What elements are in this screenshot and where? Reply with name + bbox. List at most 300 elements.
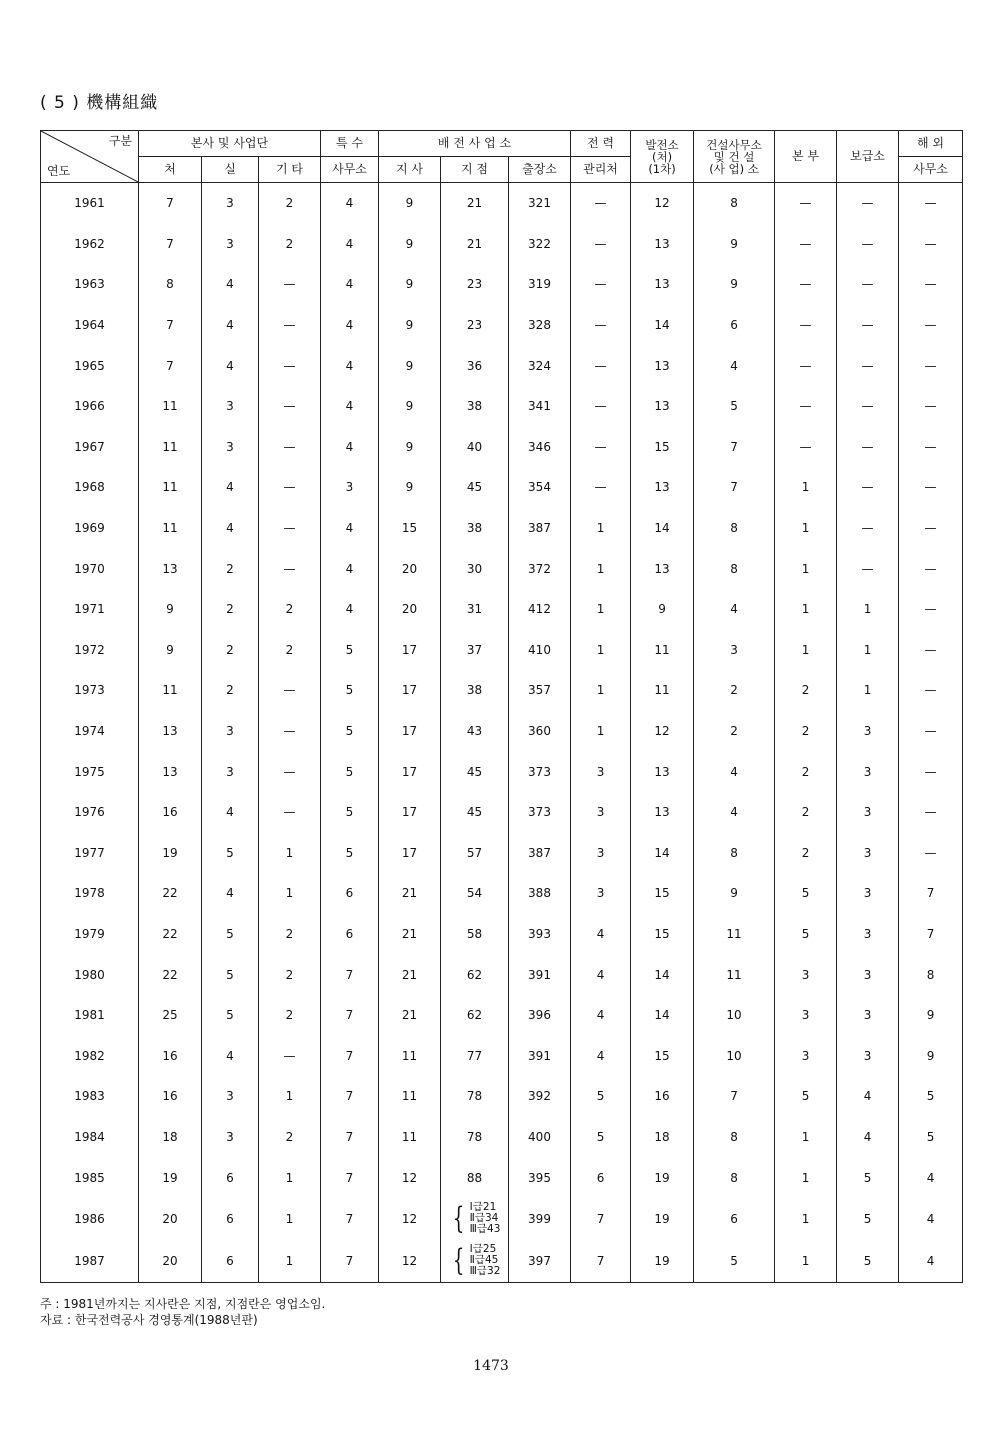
table-cell: 1: [775, 508, 837, 549]
table-cell: 341: [509, 386, 571, 427]
table-cell: 5: [202, 954, 259, 995]
table-cell: 1: [571, 548, 631, 589]
table-cell: 5: [775, 914, 837, 955]
table-cell: —: [571, 224, 631, 265]
table-row: [41, 305, 963, 346]
table-body: [41, 183, 963, 1283]
table-cell: —: [775, 224, 837, 265]
table-cell: 11: [139, 467, 202, 508]
table-cell: [441, 1240, 509, 1283]
table-cell: 3: [837, 792, 899, 833]
table-cell: 8: [899, 954, 963, 995]
table-cell: 5: [321, 751, 379, 792]
table-cell: 21: [379, 954, 441, 995]
table-cell: 397: [509, 1240, 571, 1283]
table-cell: 13: [631, 548, 694, 589]
table-cell: 7: [321, 1035, 379, 1076]
table-cell: 1: [775, 548, 837, 589]
table-cell: —: [837, 264, 899, 305]
table-cell: 5: [694, 1240, 775, 1283]
table-cell: 2: [775, 833, 837, 874]
table-cell: 78: [441, 1076, 509, 1117]
table-cell: 18: [139, 1117, 202, 1158]
table-cell: 1: [837, 670, 899, 711]
table-cell: 11: [139, 508, 202, 549]
table-cell: 1: [571, 711, 631, 752]
table-cell: 21: [441, 224, 509, 265]
table-cell: 9: [139, 630, 202, 671]
table-cell: 4: [321, 264, 379, 305]
table-cell: 3: [775, 995, 837, 1036]
distribution-group-header: 배 전 사 업 소: [379, 131, 571, 157]
year-cell: 1972: [41, 630, 139, 671]
table-cell: —: [899, 711, 963, 752]
table-cell: 5: [202, 995, 259, 1036]
section-title: ( 5 ) 機構組織: [40, 93, 159, 113]
table-cell: 4: [202, 1035, 259, 1076]
table-cell: 373: [509, 792, 571, 833]
table-cell: 7: [899, 873, 963, 914]
table-cell: 21: [379, 914, 441, 955]
table-cell: 12: [631, 183, 694, 224]
table-cell: 11: [379, 1035, 441, 1076]
table-cell: 13: [139, 548, 202, 589]
footnotes: [40, 1296, 325, 1328]
table-cell: 13: [631, 264, 694, 305]
year-cell: 1974: [41, 711, 139, 752]
table-cell: 399: [509, 1198, 571, 1240]
table-cell: 321: [509, 183, 571, 224]
table-cell: 22: [139, 914, 202, 955]
table-cell: 7: [321, 1117, 379, 1158]
table-cell: 30: [441, 548, 509, 589]
table-cell: 5: [321, 833, 379, 874]
table-cell: 6: [571, 1157, 631, 1198]
table-cell: —: [775, 305, 837, 346]
hq-sub-header: 기 타: [259, 157, 321, 183]
table-cell: 21: [379, 873, 441, 914]
table-row: [41, 386, 963, 427]
table-cell: 58: [441, 914, 509, 955]
table-cell: 7: [571, 1198, 631, 1240]
table-cell: 4: [321, 589, 379, 630]
table-cell: 78: [441, 1117, 509, 1158]
year-cell: 1980: [41, 954, 139, 995]
table-cell: 17: [379, 630, 441, 671]
table-cell: —: [571, 305, 631, 346]
table-cell: —: [837, 386, 899, 427]
table-cell: 7: [139, 305, 202, 346]
table-cell: 5: [202, 833, 259, 874]
table-cell: —: [259, 548, 321, 589]
table-cell: 23: [441, 264, 509, 305]
year-cell: 1970: [41, 548, 139, 589]
table-cell: 8: [694, 183, 775, 224]
table-cell: 396: [509, 995, 571, 1036]
table-cell: 6: [202, 1157, 259, 1198]
table-cell: —: [899, 427, 963, 468]
table-cell: 5: [321, 670, 379, 711]
year-cell: 1978: [41, 873, 139, 914]
table-row: [41, 954, 963, 995]
table-row: [41, 183, 963, 224]
year-cell: 1962: [41, 224, 139, 265]
table-cell: 5: [321, 630, 379, 671]
year-cell: 1961: [41, 183, 139, 224]
year-cell: 1973: [41, 670, 139, 711]
table-cell: 387: [509, 508, 571, 549]
table-cell: 4: [694, 751, 775, 792]
table-cell: 19: [139, 1157, 202, 1198]
table-cell: 4: [202, 792, 259, 833]
table-cell: 9: [631, 589, 694, 630]
table-row: [41, 548, 963, 589]
table-cell: 2: [775, 711, 837, 752]
table-cell: 354: [509, 467, 571, 508]
table-cell: —: [899, 792, 963, 833]
table-cell: 4: [694, 589, 775, 630]
table-cell: 3: [837, 954, 899, 995]
table-cell: 3: [202, 1117, 259, 1158]
table-cell: 4: [571, 1035, 631, 1076]
table-cell: —: [775, 183, 837, 224]
table-cell: —: [571, 427, 631, 468]
table-cell: 4: [321, 183, 379, 224]
table-cell: —: [571, 264, 631, 305]
table-cell: 9: [899, 1035, 963, 1076]
table-cell: 1: [259, 833, 321, 874]
table-cell: 54: [441, 873, 509, 914]
table-cell: 36: [441, 345, 509, 386]
table-cell: —: [837, 224, 899, 265]
table-cell: 4: [202, 467, 259, 508]
table-cell: 4: [694, 345, 775, 386]
table-cell: 7: [694, 467, 775, 508]
table-cell: 22: [139, 954, 202, 995]
table-cell: 1: [775, 1117, 837, 1158]
table-cell: 1: [775, 1240, 837, 1283]
table-cell: 5: [321, 792, 379, 833]
table-cell: 43: [441, 711, 509, 752]
table-cell: 3: [202, 183, 259, 224]
table-cell: —: [259, 508, 321, 549]
table-cell: 15: [631, 427, 694, 468]
page-number: 1473: [473, 1358, 509, 1374]
table-cell: 57: [441, 833, 509, 874]
table-cell: 2: [202, 630, 259, 671]
table-cell: 16: [139, 792, 202, 833]
table-source: 자료 : 한국전력공사 경영통계(1988년판): [40, 1313, 258, 1327]
year-cell: 1983: [41, 1076, 139, 1117]
table-cell: 391: [509, 1035, 571, 1076]
table-row: [41, 1035, 963, 1076]
table-cell: 16: [139, 1035, 202, 1076]
table-cell: 19: [631, 1198, 694, 1240]
table-cell: 7: [694, 1076, 775, 1117]
table-cell: 3: [837, 751, 899, 792]
table-cell: 360: [509, 711, 571, 752]
table-cell: 4: [202, 508, 259, 549]
table-cell: 5: [571, 1117, 631, 1158]
table-cell: 5: [837, 1157, 899, 1198]
table-cell: —: [259, 792, 321, 833]
table-cell: 7: [321, 1157, 379, 1198]
table-cell: 11: [694, 954, 775, 995]
table-cell: 14: [631, 954, 694, 995]
table-cell: 11: [694, 914, 775, 955]
overseas-header-bottom: 사무소: [899, 157, 963, 183]
table-cell: 3: [571, 792, 631, 833]
table-cell: 9: [379, 224, 441, 265]
table-cell: 7: [321, 954, 379, 995]
table-row: [41, 1117, 963, 1158]
dist-sub-header: 출장소: [509, 157, 571, 183]
table-cell: 392: [509, 1076, 571, 1117]
table-cell: 3: [837, 711, 899, 752]
table-row: [41, 589, 963, 630]
table-cell: 4: [571, 954, 631, 995]
category-label: 구분: [108, 134, 132, 148]
table-cell: 14: [631, 995, 694, 1036]
table-row: [41, 914, 963, 955]
brace-icon: {: [452, 1242, 464, 1278]
table-cell: 11: [139, 427, 202, 468]
table-cell: 12: [631, 711, 694, 752]
table-cell: 5: [775, 873, 837, 914]
table-cell: 1: [775, 630, 837, 671]
table-cell: 13: [139, 711, 202, 752]
office-grade-bracket: { Ⅰ급21 Ⅱ급34 Ⅲ급43: [452, 1200, 501, 1236]
table-cell: 62: [441, 954, 509, 995]
table-cell: 10: [694, 1035, 775, 1076]
table-cell: 16: [631, 1076, 694, 1117]
table-cell: 3: [837, 1035, 899, 1076]
overseas-header-top: 해 외: [899, 131, 963, 157]
table-cell: 9: [379, 345, 441, 386]
table-cell: 2: [775, 792, 837, 833]
table-cell: —: [775, 427, 837, 468]
table-cell: 319: [509, 264, 571, 305]
table-cell: 6: [321, 914, 379, 955]
table-cell: 12: [379, 1157, 441, 1198]
table-cell: —: [837, 467, 899, 508]
table-cell: —: [899, 386, 963, 427]
year-cell: 1981: [41, 995, 139, 1036]
table-cell: 5: [837, 1240, 899, 1283]
table-cell: 20: [379, 548, 441, 589]
table-cell: 7: [694, 427, 775, 468]
year-cell: 1964: [41, 305, 139, 346]
table-row: [41, 670, 963, 711]
table-cell: 2: [259, 630, 321, 671]
table-row: [41, 792, 963, 833]
hq-sub-header: 실: [202, 157, 259, 183]
table-cell: 395: [509, 1157, 571, 1198]
table-cell: —: [899, 751, 963, 792]
table-cell: 9: [379, 386, 441, 427]
table-cell: —: [899, 305, 963, 346]
table-cell: —: [775, 264, 837, 305]
table-cell: —: [259, 427, 321, 468]
table-row: [41, 427, 963, 468]
power-header-bottom: 관리처: [571, 157, 631, 183]
table-cell: 2: [259, 954, 321, 995]
table-cell: 11: [379, 1076, 441, 1117]
table-row: [41, 467, 963, 508]
table-cell: 2: [259, 183, 321, 224]
table-cell: 328: [509, 305, 571, 346]
table-cell: 3: [775, 1035, 837, 1076]
table-cell: 9: [694, 264, 775, 305]
table-row: [41, 833, 963, 874]
table-cell: 393: [509, 914, 571, 955]
table-row: [41, 1076, 963, 1117]
table-cell: 15: [631, 873, 694, 914]
table-cell: —: [259, 751, 321, 792]
table-cell: 3: [202, 224, 259, 265]
table-cell: 4: [571, 914, 631, 955]
corner-header: [41, 131, 139, 183]
table-cell: 2: [775, 751, 837, 792]
table-cell: —: [899, 670, 963, 711]
table-cell: 4: [571, 995, 631, 1036]
table-cell: 3: [202, 427, 259, 468]
table-cell: 6: [694, 305, 775, 346]
table-cell: 11: [139, 386, 202, 427]
table-cell: 1: [259, 1240, 321, 1283]
table-cell: 18: [631, 1117, 694, 1158]
table-cell: 7: [321, 995, 379, 1036]
year-cell: 1979: [41, 914, 139, 955]
table-cell: 10: [694, 995, 775, 1036]
table-cell: —: [775, 345, 837, 386]
table-cell: —: [837, 427, 899, 468]
table-cell: 2: [694, 670, 775, 711]
table-cell: 11: [631, 670, 694, 711]
table-cell: 7: [139, 224, 202, 265]
table-cell: 14: [631, 833, 694, 874]
year-cell: 1976: [41, 792, 139, 833]
table-cell: 31: [441, 589, 509, 630]
table-cell: 19: [139, 833, 202, 874]
special-office-header-bottom: 사무소: [321, 157, 379, 183]
table-cell: 3: [775, 954, 837, 995]
table-cell: 4: [321, 548, 379, 589]
table-cell: —: [899, 467, 963, 508]
table-cell: —: [571, 345, 631, 386]
table-cell: 3: [571, 751, 631, 792]
dist-sub-header: 지 점: [441, 157, 509, 183]
table-cell: 7: [571, 1240, 631, 1283]
year-cell: 1966: [41, 386, 139, 427]
table-cell: 9: [379, 427, 441, 468]
table-cell: 1: [571, 630, 631, 671]
table-cell: —: [899, 264, 963, 305]
table-cell: 7: [899, 914, 963, 955]
table-cell: 4: [837, 1117, 899, 1158]
table-cell: 37: [441, 630, 509, 671]
table-cell: 21: [441, 183, 509, 224]
table-cell: 9: [139, 589, 202, 630]
year-cell: 1985: [41, 1157, 139, 1198]
table-cell: 412: [509, 589, 571, 630]
table-cell: 12: [379, 1198, 441, 1240]
year-cell: 1968: [41, 467, 139, 508]
table-cell: 9: [379, 305, 441, 346]
table-cell: 4: [321, 427, 379, 468]
table-cell: 2: [259, 589, 321, 630]
table-cell: —: [837, 508, 899, 549]
table-cell: 8: [694, 508, 775, 549]
year-cell: 1969: [41, 508, 139, 549]
table-cell: 15: [631, 914, 694, 955]
table-cell: —: [571, 183, 631, 224]
table-cell: 15: [379, 508, 441, 549]
table-row: [41, 751, 963, 792]
table-cell: 17: [379, 833, 441, 874]
table-cell: 387: [509, 833, 571, 874]
table-cell: 1: [259, 1198, 321, 1240]
table-cell: 1: [571, 670, 631, 711]
table-cell: 9: [694, 224, 775, 265]
table-cell: 373: [509, 751, 571, 792]
table-cell: —: [899, 345, 963, 386]
table-cell: 3: [571, 833, 631, 874]
table-cell: 2: [202, 670, 259, 711]
table-cell: 1: [837, 589, 899, 630]
supply-header: 보급소: [837, 131, 899, 183]
table-cell: —: [837, 548, 899, 589]
table-cell: 3: [694, 630, 775, 671]
table-cell: 45: [441, 751, 509, 792]
table-cell: 1: [837, 630, 899, 671]
table-cell: 22: [139, 873, 202, 914]
table-cell: 14: [631, 305, 694, 346]
table-cell: 9: [379, 467, 441, 508]
table-cell: [441, 1198, 509, 1240]
table-cell: 6: [694, 1198, 775, 1240]
table-cell: 3: [202, 711, 259, 752]
table-cell: 6: [202, 1198, 259, 1240]
hq-group-header: 본사 및 사업단: [139, 131, 321, 157]
table-row: [41, 508, 963, 549]
table-cell: 3: [837, 873, 899, 914]
table-cell: 7: [139, 183, 202, 224]
table-cell: 1: [571, 508, 631, 549]
year-label: 연도: [47, 164, 71, 178]
table-cell: —: [899, 630, 963, 671]
table-cell: 1: [259, 1076, 321, 1117]
table-cell: 13: [631, 792, 694, 833]
table-cell: 13: [631, 467, 694, 508]
table-cell: 3: [202, 1076, 259, 1117]
table-cell: 88: [441, 1157, 509, 1198]
dist-sub-header: 지 사: [379, 157, 441, 183]
table-cell: 1: [259, 873, 321, 914]
organization-table: [40, 130, 963, 1283]
table-cell: 9: [379, 183, 441, 224]
table-cell: —: [259, 305, 321, 346]
table-cell: 5: [775, 1076, 837, 1117]
table-cell: 388: [509, 873, 571, 914]
table-cell: 16: [139, 1076, 202, 1117]
table-cell: 17: [379, 670, 441, 711]
table-cell: 25: [139, 995, 202, 1036]
table-cell: 1: [775, 1157, 837, 1198]
power-header-top: 전 력: [571, 131, 631, 157]
table-cell: —: [259, 386, 321, 427]
table-cell: 400: [509, 1117, 571, 1158]
